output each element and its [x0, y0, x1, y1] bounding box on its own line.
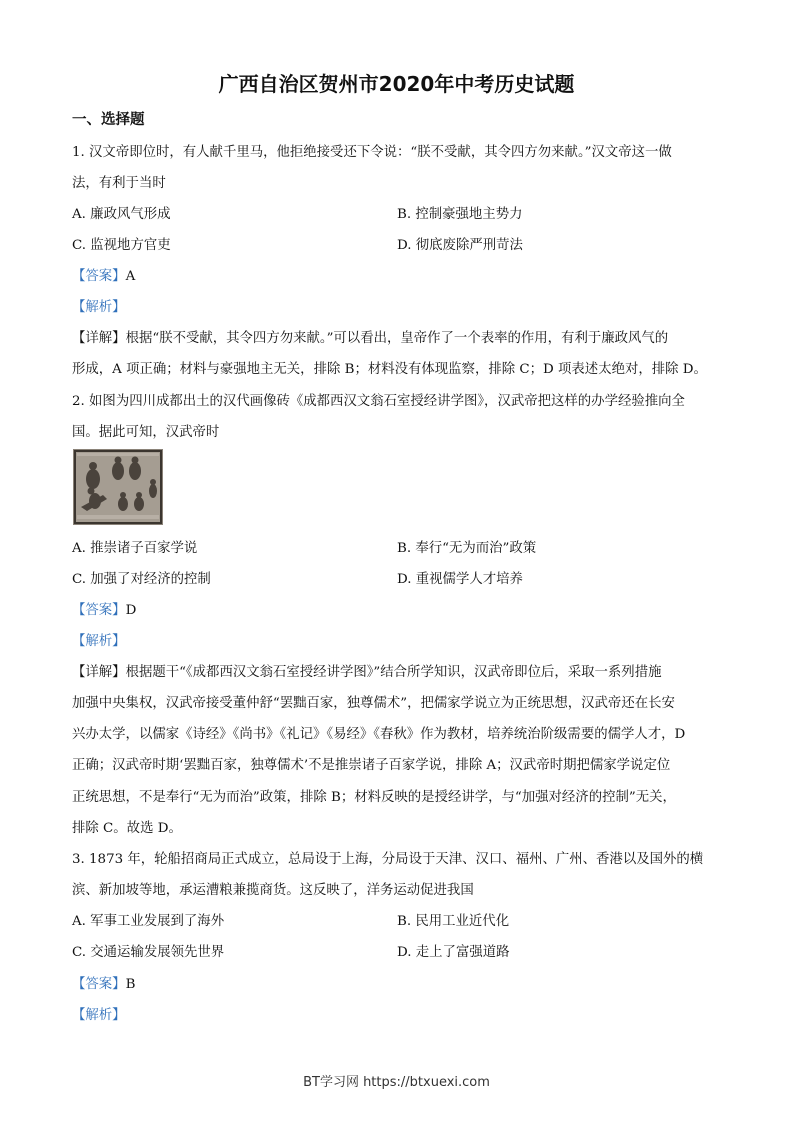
- q1-answer: [72, 265, 135, 284]
- detail-label: 【详解】: [72, 331, 126, 346]
- q2-detail-line3: 兴办太学，以儒家《诗经》《尚书》《礼记》《易经》《春秋》作为教材，培养统治阶级需要的儒学人才，D: [72, 727, 686, 742]
- footer-watermark: BT学习网 https://btxuexi.com: [303, 1075, 490, 1090]
- section-heading: 一、选择题: [72, 112, 145, 128]
- q1-detail-line2: 形成，A 项正确；材料与豪强地主无关，排除 B；材料没有体现监察，排除 C；D 项表述太绝对，排除 D。: [72, 362, 707, 377]
- q3-stem-line1: 3. 1873 年，轮船招商局正式成立，总局设于上海，分局设于天津、汉口、福州、广州、香港以及国外的横: [72, 852, 704, 867]
- q2-answer: [72, 599, 136, 618]
- q3-option-c: C. 交通运输发展领先世界: [72, 945, 225, 960]
- detail-label: 【详解】: [72, 665, 126, 680]
- q2-detail-line5: 正统思想，不是奉行“无为而治”政策，排除 B；材料反映的是授经讲学，与“加强对经济的控制”无关，: [72, 790, 676, 805]
- q2-detail-line4: 正确；汉武帝时期‘罢黜百家，独尊儒术’不是推崇诸子百家学说，排除 A；汉武帝时期把儒家学说定位: [72, 758, 671, 773]
- q1-stem-line2: 法，有利于当时: [72, 176, 166, 191]
- q2-option-a: A. 推崇诸子百家学说: [72, 541, 198, 556]
- q1-option-b: B. 控制豪强地主势力: [397, 207, 523, 222]
- q3-stem-line2: 滨、新加坡等地，承运漕粮兼揽商货。这反映了，洋务运动促进我国: [72, 883, 474, 898]
- detail-text: 根据“朕不受献，其令四方勿来献。”可以看出，皇帝作了一个表率的作用，有利于廉政风气的: [125, 331, 669, 346]
- q3-option-a: A. 军事工业发展到了海外: [72, 914, 225, 929]
- q1-option-a: A. 廉政风气形成: [72, 207, 171, 222]
- q3-answer: [72, 973, 135, 992]
- page-title: 广西自治区贺州市2020年中考历史试题: [218, 72, 575, 96]
- answer-value: D: [125, 603, 137, 618]
- answer-value: A: [125, 269, 136, 284]
- q2-option-b: B. 奉行“无为而治”政策: [397, 541, 537, 556]
- answer-label: 【答案】: [72, 269, 126, 284]
- q1-option-d: D. 彻底废除严刑苛法: [397, 238, 523, 253]
- q2-option-c: C. 加强了对经济的控制: [72, 572, 211, 587]
- q2-detail-line2: 加强中央集权，汉武帝接受董仲舒“罢黜百家，独尊儒术”，把儒家学说立为正统思想，汉武帝还在长安: [72, 696, 675, 711]
- q2-analysis-label: 【解析】: [72, 634, 126, 649]
- detail-text: 根据题干“《成都西汉文翁石室授经讲学图》”结合所学知识，汉武帝即位后，采取一系列措施: [125, 665, 662, 680]
- q3-option-b: B. 民用工业近代化: [397, 914, 510, 929]
- answer-label: 【答案】: [72, 977, 126, 992]
- q1-stem-line1: 1. 汉文帝即位时，有人献千里马，他拒绝接受还下令说：“朕不受献，其令四方勿来献。”汉文帝这一做: [72, 145, 672, 160]
- q1-analysis-label: 【解析】: [72, 300, 126, 315]
- q2-detail-line6: 排除 C。故选 D。: [72, 821, 182, 836]
- q2-stem-line1: 2. 如图为四川成都出土的汉代画像砖《成都西汉文翁石室授经讲学图》，汉武帝把这样的办学经验推向全: [72, 394, 685, 409]
- q1-option-c: C. 监视地方官吏: [72, 238, 171, 253]
- q3-option-d: D. 走上了富强道路: [397, 945, 510, 960]
- answer-label: 【答案】: [72, 603, 126, 618]
- q2-detail-line1: [72, 661, 661, 680]
- q2-stem-line2: 国。据此可知，汉武帝时: [72, 425, 220, 440]
- answer-value: B: [125, 977, 136, 992]
- han-brick-relief-image: [73, 449, 163, 525]
- q3-analysis-label: 【解析】: [72, 1008, 126, 1023]
- q2-option-d: D. 重视儒学人才培养: [397, 572, 523, 587]
- q1-detail-line1: [72, 327, 668, 346]
